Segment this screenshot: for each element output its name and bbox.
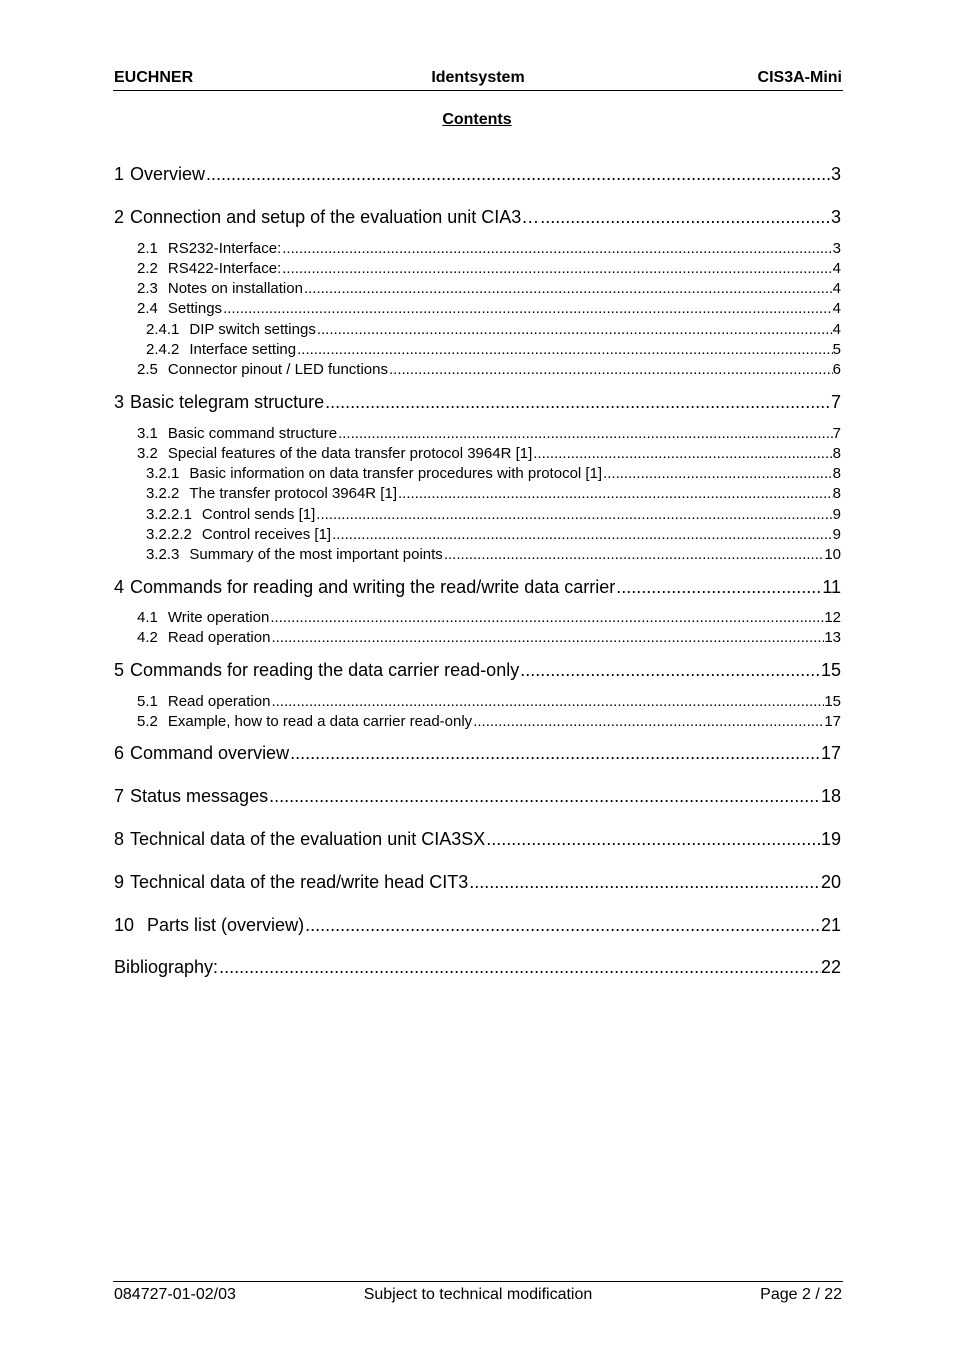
toc-dot-leader — [205, 163, 831, 185]
toc-entry — [114, 391, 841, 413]
toc-entry-number: 2 — [114, 207, 125, 227]
toc-entry — [137, 692, 841, 711]
toc-entry — [114, 785, 841, 807]
toc-entry-number: 3.2.2 — [146, 485, 180, 502]
toc-entry — [146, 525, 841, 544]
toc-entry-number: 5.2 — [137, 713, 158, 730]
toc-entry-page: 12 — [824, 609, 841, 626]
toc-entry-page: 8 — [832, 465, 841, 482]
toc-dot-leader — [388, 360, 833, 379]
toc-entry-page: 4 — [832, 321, 841, 338]
toc-entry-title: Technical data of the evaluation unit CIA3SX — [130, 829, 486, 849]
toc-entry-title: Connection and setup of the evaluation unit CIA3… — [130, 207, 540, 227]
toc-entry-number: 4.2 — [137, 629, 158, 646]
toc-entry-title: Connector pinout / LED functions — [167, 361, 388, 378]
toc-dot-leader — [615, 576, 822, 598]
toc-entry — [137, 628, 841, 647]
toc-entry-number: 4 — [114, 577, 125, 597]
toc-entry-title: Technical data of the read/write head CIT3 — [130, 872, 469, 892]
toc-entry-number: 4.1 — [137, 609, 158, 626]
toc-dot-leader — [324, 391, 831, 413]
footer-left: 084727-01-02/03 — [114, 1286, 236, 1303]
toc-entry-page: 13 — [824, 629, 841, 646]
toc-entry-page: 7 — [832, 425, 841, 442]
toc-entry-page: 17 — [824, 713, 841, 730]
toc-entry-title: Control sends [1] — [201, 506, 316, 523]
toc-entry-number: 2.4 — [137, 300, 158, 317]
toc-entry — [146, 484, 841, 503]
toc-entry-title: Basic command structure — [167, 425, 338, 442]
toc-entry-title: DIP switch settings — [189, 321, 316, 338]
toc-entry — [114, 742, 841, 764]
toc-entry-number: 2.1 — [137, 240, 158, 257]
toc-entry-page: 15 — [820, 660, 841, 680]
toc-dot-leader — [304, 914, 821, 936]
toc-entry-page: 4 — [832, 280, 841, 297]
toc-dot-leader — [315, 505, 832, 524]
toc-entry-page: 8 — [832, 445, 841, 462]
toc-entry-number: 3.2.3 — [146, 546, 180, 563]
toc-entry-page: 7 — [830, 392, 841, 412]
header-left: EUCHNER — [114, 69, 194, 86]
toc-entry-title: Command overview — [130, 743, 290, 763]
toc-entry-page: 11 — [822, 577, 841, 597]
toc-dot-leader — [289, 742, 821, 764]
toc-dot-leader — [519, 659, 821, 681]
toc-dot-leader — [485, 828, 821, 850]
toc-entry — [146, 505, 841, 524]
toc-entry-number: 7 — [114, 786, 125, 806]
toc-entry-number: 2.4.2 — [146, 341, 180, 358]
toc-entry-page: 19 — [820, 829, 841, 849]
toc-dot-leader — [316, 320, 833, 339]
toc-entry-number: 2.4.1 — [146, 321, 180, 338]
toc-entry-title: RS232-Interface: — [167, 240, 282, 257]
toc-dot-leader — [218, 956, 821, 978]
toc-entry-title: Example, how to read a data carrier read-only — [167, 713, 473, 730]
toc-dot-leader — [281, 239, 832, 258]
toc-dot-leader — [331, 525, 833, 544]
toc-entry-title: Settings — [167, 300, 223, 317]
toc-entry-title: Control receives [1] — [201, 526, 332, 543]
toc-entry-title: Read operation — [167, 629, 271, 646]
toc-entry-page: 6 — [832, 361, 841, 378]
toc-entry-page: 20 — [820, 872, 841, 892]
toc-entry-number: 1 — [114, 164, 125, 184]
toc-entry-page: 21 — [820, 915, 841, 935]
toc-entry-page: 17 — [820, 743, 841, 763]
contents-title: Contents — [442, 111, 512, 128]
toc-dot-leader — [443, 545, 825, 564]
toc-dot-leader — [337, 424, 833, 443]
toc-entry — [114, 659, 841, 681]
header-center: Identsystem — [431, 69, 525, 86]
toc-entry-page: 10 — [824, 546, 841, 563]
toc-entry-number: 9 — [114, 872, 125, 892]
toc-dot-leader — [269, 608, 824, 627]
toc-entry — [114, 871, 841, 893]
toc-entry — [114, 828, 841, 850]
toc-entry-title: Commands for reading the data carrier read-only — [130, 660, 520, 680]
toc-entry-number: 3.2.2.2 — [146, 526, 192, 543]
header-right: CIS3A-Mini — [757, 69, 842, 86]
toc-entry — [114, 956, 841, 978]
toc-dot-leader — [397, 484, 833, 503]
toc-entry-number: 3 — [114, 392, 125, 412]
toc-entry-title: Notes on installation — [167, 280, 303, 297]
toc-entry-number: 3.1 — [137, 425, 158, 442]
toc-entry — [137, 424, 841, 443]
toc-entry-page: 3 — [830, 164, 841, 184]
toc-dot-leader — [268, 785, 821, 807]
toc-entry-number: 3.2.2.1 — [146, 506, 192, 523]
toc-entry-title: Interface setting — [189, 341, 297, 358]
toc-entry — [114, 206, 841, 228]
toc-entry — [114, 576, 841, 598]
toc-entry-number: 5.1 — [137, 693, 158, 710]
toc-entry-number: 8 — [114, 829, 125, 849]
toc-entry-title: Special features of the data transfer protocol 3964R [1] — [167, 445, 533, 462]
toc-entry — [146, 320, 841, 339]
toc-dot-leader — [281, 259, 832, 278]
toc-entry — [137, 239, 841, 258]
toc-entry-page: 5 — [832, 341, 841, 358]
toc-entry-number: 3.2 — [137, 445, 158, 462]
toc-entry-title: Parts list (overview) — [147, 915, 305, 935]
toc-entry-title: The transfer protocol 3964R [1] — [189, 485, 397, 502]
toc-dot-leader — [303, 279, 833, 298]
toc-entry — [137, 259, 841, 278]
toc-entry-page: 9 — [832, 506, 841, 523]
toc-entry — [114, 914, 841, 936]
toc-entry — [137, 279, 841, 298]
toc-entry — [137, 608, 841, 627]
toc-entry — [114, 163, 841, 185]
toc-entry-title: Write operation — [167, 609, 270, 626]
toc-entry-number: 5 — [114, 660, 125, 680]
toc-entry-page: 8 — [832, 485, 841, 502]
toc-entry-title: Summary of the most important points — [189, 546, 443, 563]
toc-entry-number: 2.2 — [137, 260, 158, 277]
toc-entry-number: 2.3 — [137, 280, 158, 297]
toc-entry-page: 4 — [832, 300, 841, 317]
toc-entry-number: 10 — [114, 915, 135, 935]
toc-dot-leader — [602, 464, 833, 483]
toc-entry-page: 18 — [820, 786, 841, 806]
toc-entry-page: 9 — [832, 526, 841, 543]
toc-entry-title: Commands for reading and writing the read/write data carrier — [130, 577, 616, 597]
toc-dot-leader — [539, 206, 831, 228]
toc-entry-title: RS422-Interface: — [167, 260, 282, 277]
toc-entry-page: 22 — [820, 957, 841, 977]
toc-entry — [146, 545, 841, 564]
toc-entry — [137, 299, 841, 318]
toc-entry-title: Bibliography: — [114, 957, 219, 977]
toc-dot-leader — [532, 444, 832, 463]
toc-dot-leader — [472, 712, 824, 731]
toc-dot-leader — [270, 628, 824, 647]
toc-entry-title: Overview — [130, 164, 206, 184]
toc-entry-page: 3 — [832, 240, 841, 257]
toc-dot-leader — [222, 299, 833, 318]
toc-entry-title: Basic information on data transfer procedures with protocol [1] — [189, 465, 603, 482]
toc-entry — [137, 444, 841, 463]
toc-entry — [146, 340, 841, 359]
toc-entry-page: 15 — [824, 693, 841, 710]
page-footer — [113, 1281, 843, 1306]
toc-dot-leader — [468, 871, 821, 893]
toc-entry — [137, 712, 841, 731]
toc-entry-number: 6 — [114, 743, 125, 763]
toc-dot-leader — [270, 692, 824, 711]
footer-right: Page 2 / 22 — [760, 1286, 842, 1303]
toc-entry — [146, 464, 841, 483]
toc-entry-title: Read operation — [167, 693, 271, 710]
toc-entry-title: Basic telegram structure — [130, 392, 325, 412]
toc-entry — [137, 360, 841, 379]
toc-entry-page: 3 — [830, 207, 841, 227]
toc-dot-leader — [296, 340, 833, 359]
toc-entry-title: Status messages — [130, 786, 269, 806]
toc-entry-number: 2.5 — [137, 361, 158, 378]
toc-entry-number: 3.2.1 — [146, 465, 180, 482]
footer-center: Subject to technical modification — [363, 1286, 593, 1303]
toc-entry-page: 4 — [832, 260, 841, 277]
